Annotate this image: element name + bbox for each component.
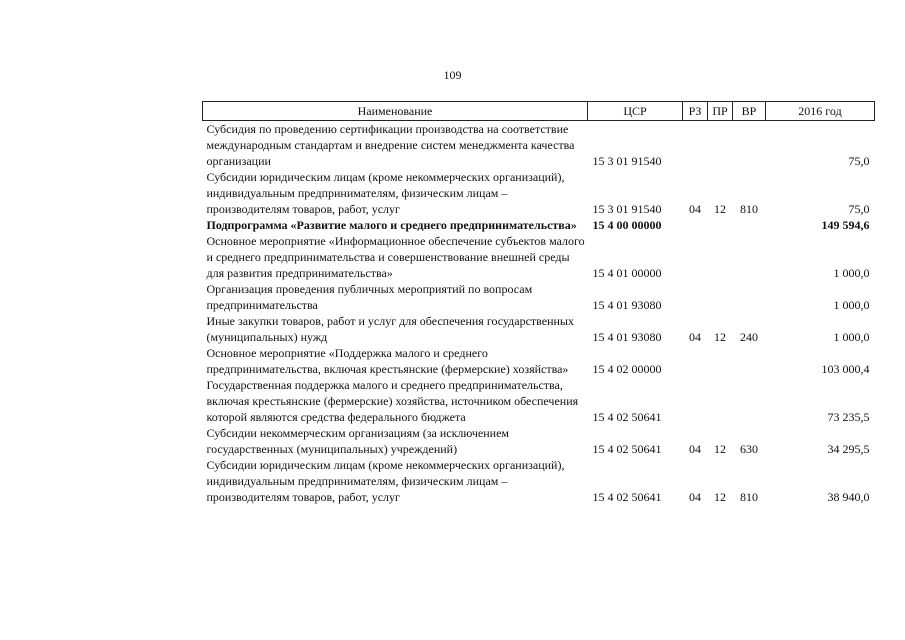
table-row bbox=[203, 217, 875, 233]
row-name: Основное мероприятие «Поддержка малого и среднего предпринимательства, включая крестьянские (фермерские) хозяйства» bbox=[206, 346, 569, 376]
table-row bbox=[203, 281, 875, 313]
row-rz bbox=[683, 345, 708, 377]
row-csr: 15 4 02 50641 bbox=[592, 410, 662, 424]
header-rz: РЗ bbox=[683, 102, 708, 121]
row-vr: 810 bbox=[740, 202, 758, 216]
table-body bbox=[203, 121, 875, 506]
row-vr bbox=[733, 345, 766, 377]
row-csr: 15 4 02 50641 bbox=[592, 442, 662, 456]
page-number: 109 bbox=[443, 68, 462, 82]
row-pr: 12 bbox=[714, 442, 726, 456]
row-rz: 04 bbox=[689, 330, 701, 344]
table-row bbox=[203, 121, 875, 170]
table-header bbox=[203, 102, 875, 121]
row-vr: 810 bbox=[740, 490, 758, 504]
table-row bbox=[203, 457, 875, 505]
header-csr: ЦСР bbox=[588, 102, 683, 121]
row-rz: 04 bbox=[689, 442, 701, 456]
row-rz: 04 bbox=[689, 202, 701, 216]
table-row bbox=[203, 425, 875, 457]
row-amount: 75,0 bbox=[848, 202, 870, 216]
row-vr bbox=[733, 281, 766, 313]
table-row bbox=[203, 377, 875, 425]
row-name: Подпрограмма «Развитие малого и среднего предпринимательства» bbox=[206, 218, 577, 232]
row-vr: 630 bbox=[740, 442, 758, 456]
row-name: Основное мероприятие «Информационное обеспечение субъектов малого и среднего предпринимательства и совершенствование внешней среды для развития предпринимательства» bbox=[206, 234, 585, 280]
row-pr bbox=[708, 377, 733, 425]
row-amount: 1 000,0 bbox=[833, 330, 870, 344]
header-name: Наименование bbox=[203, 102, 588, 121]
row-vr bbox=[733, 377, 766, 425]
row-csr: 15 4 01 93080 bbox=[592, 298, 662, 312]
table-row bbox=[203, 345, 875, 377]
row-pr bbox=[708, 121, 733, 170]
row-pr bbox=[708, 217, 733, 233]
row-csr: 15 3 01 91540 bbox=[592, 154, 662, 168]
row-amount: 103 000,4 bbox=[821, 362, 870, 376]
table-row bbox=[203, 313, 875, 345]
row-amount: 38 940,0 bbox=[827, 490, 870, 504]
table-row bbox=[203, 169, 875, 217]
row-amount: 149 594,6 bbox=[821, 218, 870, 232]
row-csr: 15 4 00 00000 bbox=[592, 218, 662, 232]
row-name: Иные закупки товаров, работ и услуг для обеспечения государственных (муниципальных) нужд bbox=[206, 314, 574, 344]
row-rz bbox=[683, 121, 708, 170]
row-pr bbox=[708, 281, 733, 313]
row-rz bbox=[683, 233, 708, 281]
row-amount: 75,0 bbox=[848, 154, 870, 168]
row-pr bbox=[708, 233, 733, 281]
row-csr: 15 3 01 91540 bbox=[592, 202, 662, 216]
row-name: Организация проведения публичных мероприятий по вопросам предпринимательства bbox=[206, 282, 533, 312]
row-vr bbox=[733, 217, 766, 233]
row-csr: 15 4 02 50641 bbox=[592, 490, 662, 504]
header-vr: ВР bbox=[733, 102, 766, 121]
row-rz bbox=[683, 377, 708, 425]
row-pr: 12 bbox=[714, 202, 726, 216]
row-name: Субсидия по проведению сертификации производства на соответствие международным стандартам и внедрение систем менеджмента качества организации bbox=[206, 122, 575, 168]
row-amount: 34 295,5 bbox=[827, 442, 870, 456]
row-vr bbox=[733, 233, 766, 281]
row-rz bbox=[683, 281, 708, 313]
row-vr bbox=[733, 121, 766, 170]
row-pr: 12 bbox=[714, 330, 726, 344]
row-amount: 73 235,5 bbox=[827, 410, 870, 424]
budget-table bbox=[202, 101, 875, 505]
row-name: Субсидии некоммерческим организациям (за исключением государственных (муниципальных) учреждений) bbox=[206, 426, 510, 456]
row-rz: 04 bbox=[689, 490, 701, 504]
row-csr: 15 4 01 00000 bbox=[592, 266, 662, 280]
row-pr bbox=[708, 345, 733, 377]
row-name: Государственная поддержка малого и среднего предпринимательства, включая крестьянские (фермерские) хозяйства, источником обеспечения которой являются средства федерального бюджета bbox=[206, 378, 579, 424]
row-amount: 1 000,0 bbox=[833, 298, 870, 312]
header-pr: ПР bbox=[708, 102, 733, 121]
table-row bbox=[203, 233, 875, 281]
header-year: 2016 год bbox=[766, 102, 875, 121]
row-csr: 15 4 02 00000 bbox=[592, 362, 662, 376]
row-pr: 12 bbox=[714, 490, 726, 504]
row-amount: 1 000,0 bbox=[833, 266, 870, 280]
row-name: Субсидии юридическим лицам (кроме некоммерческих организаций), индивидуальным предпринимателям, физическим лицам – производителям товаров, работ, услуг bbox=[206, 170, 565, 216]
row-csr: 15 4 01 93080 bbox=[592, 330, 662, 344]
row-vr: 240 bbox=[740, 330, 758, 344]
row-rz bbox=[683, 217, 708, 233]
row-name: Субсидии юридическим лицам (кроме некоммерческих организаций), индивидуальным предпринимателям, физическим лицам – производителям товаров, работ, услуг bbox=[206, 458, 565, 504]
